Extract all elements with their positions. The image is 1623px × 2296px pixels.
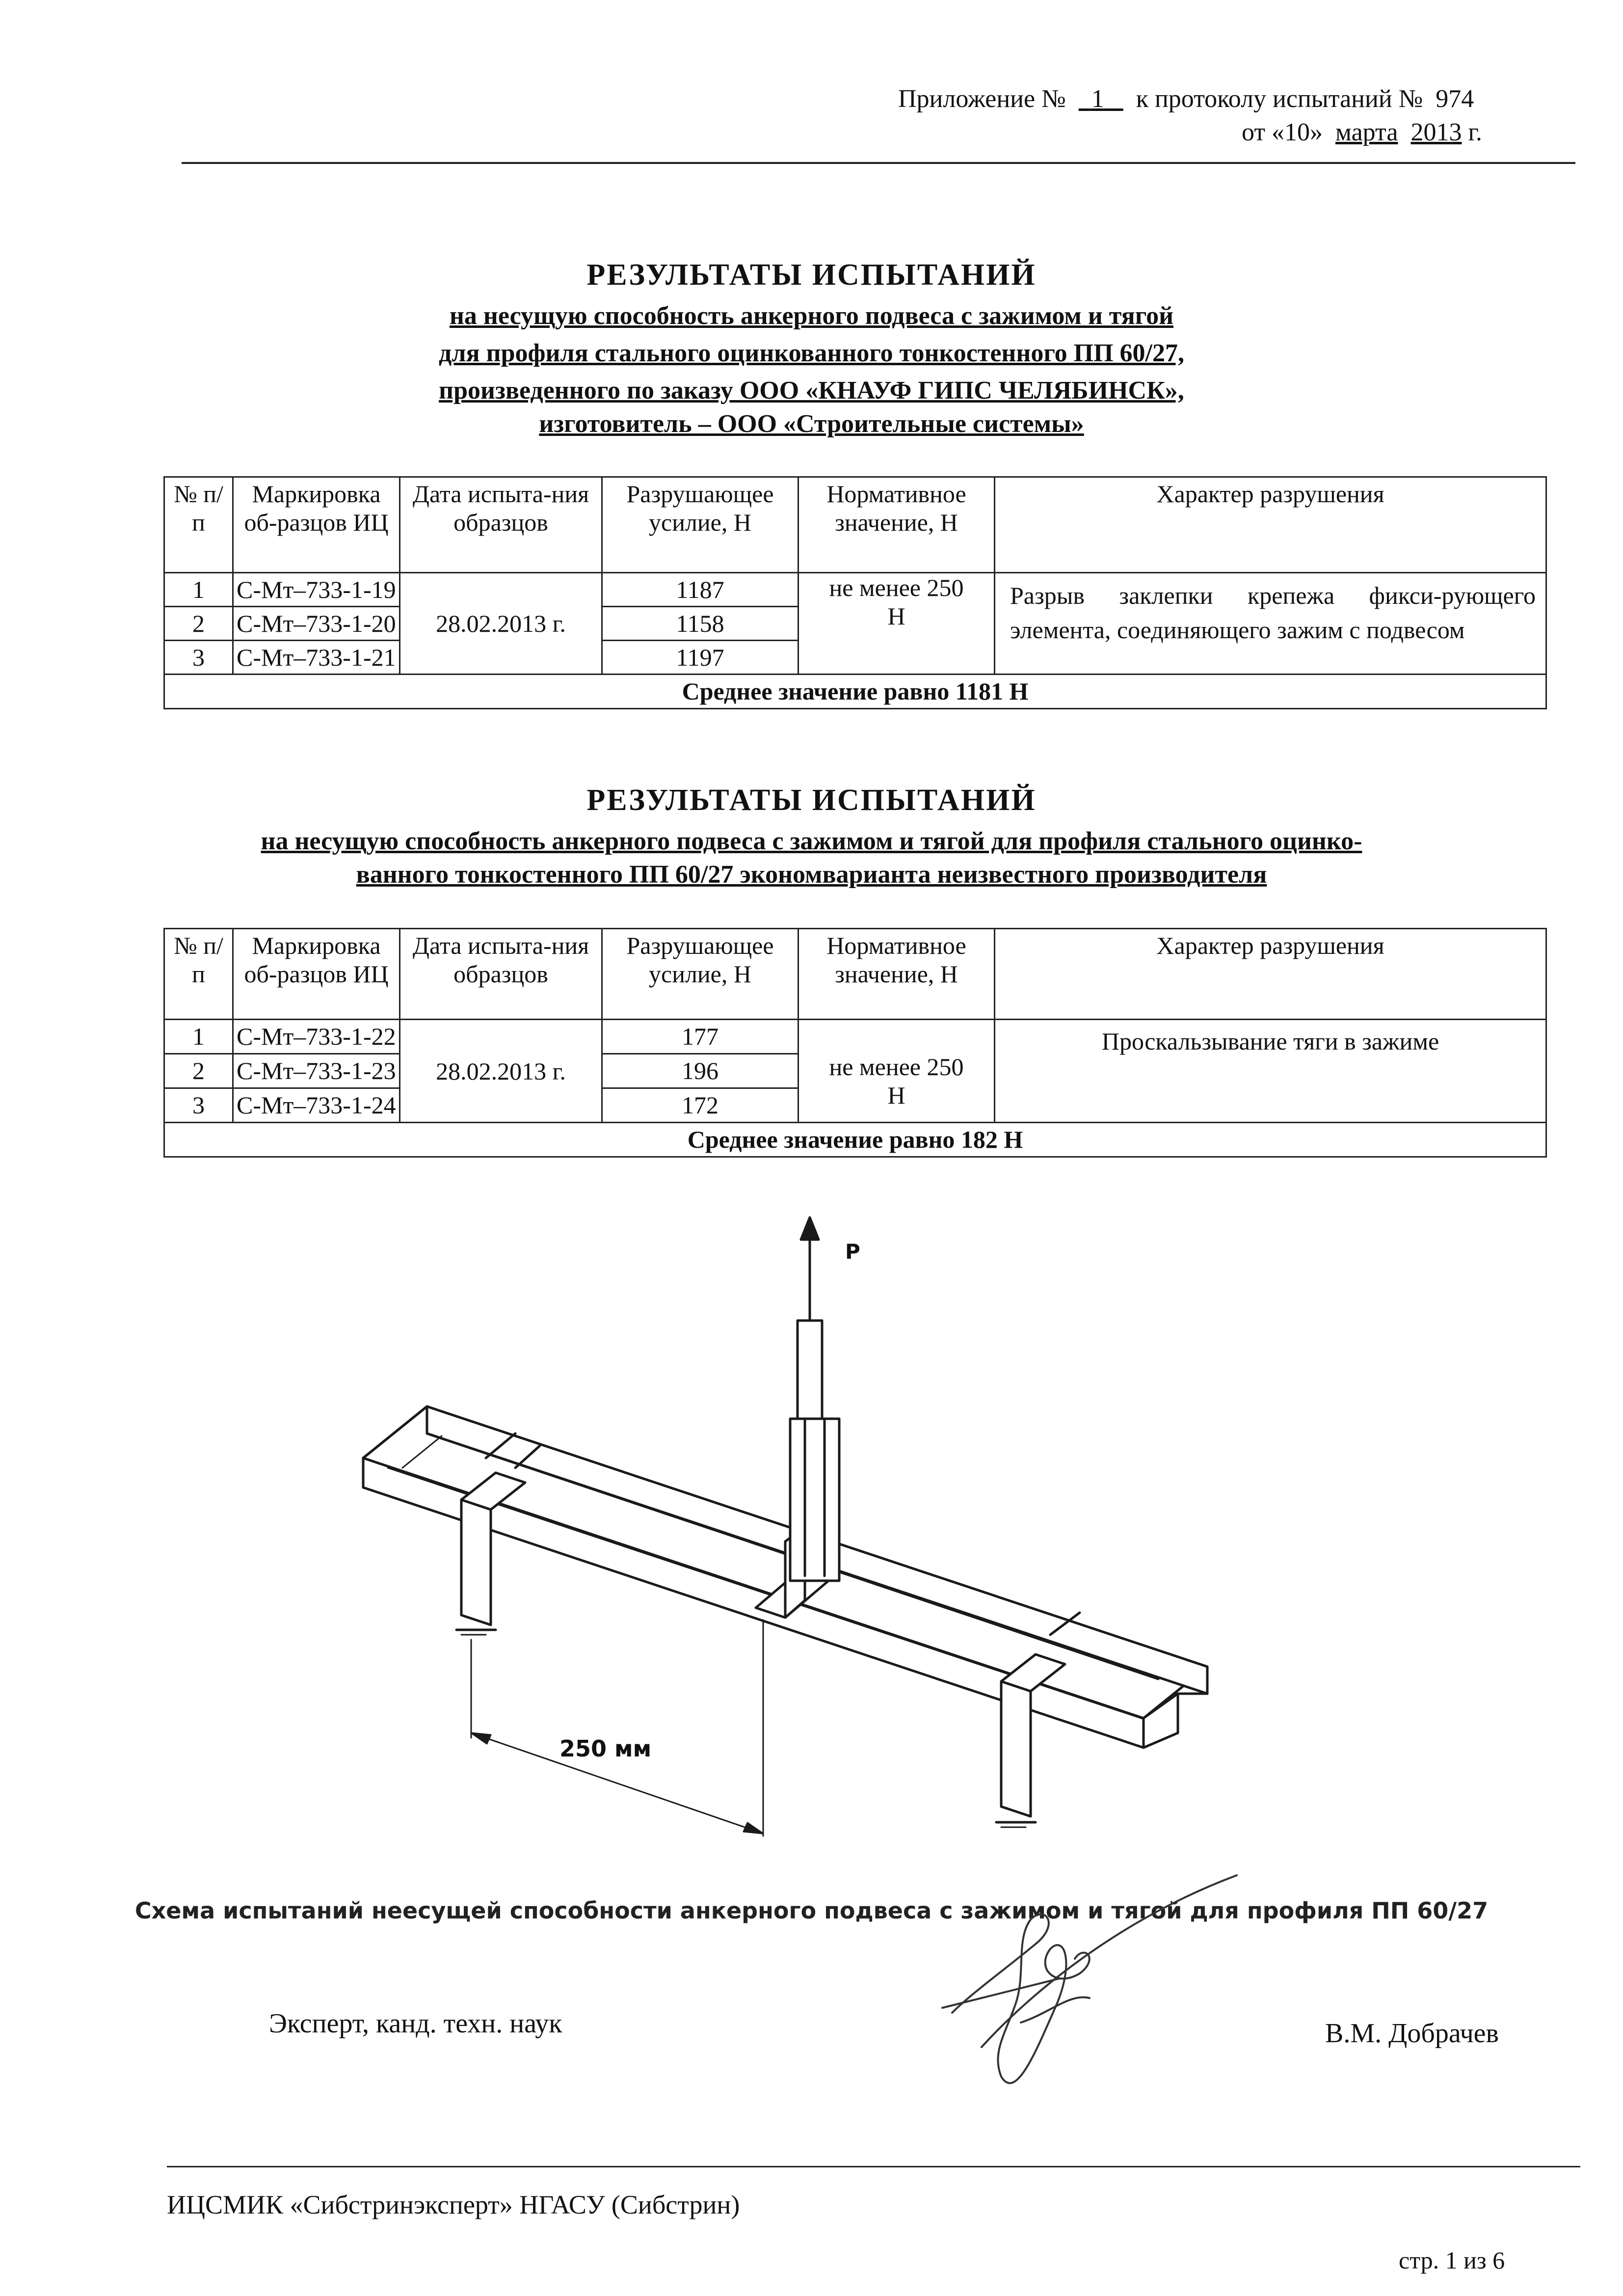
table-row [164,1020,1546,1054]
row-number: 2 [164,1054,233,1088]
row-marking: С-Мт–733-1-20 [233,607,400,641]
row-marking: С-Мт–733-1-21 [233,641,400,675]
expert-name: В.М. Добрачев [1325,2018,1499,2049]
protocol-text: к протоколу испытаний № [1136,85,1423,113]
test-date: 28.02.2013 г. [400,573,602,675]
protocol-number: 974 [1436,85,1474,113]
row-force: 1187 [602,573,798,607]
block1-title: РЕЗУЛЬТАТЫ ИСПЫТАНИЙ [586,258,1037,292]
appendix-line [898,82,1474,116]
row-force: 196 [602,1054,798,1088]
date-suffix: г. [1468,118,1482,146]
block1-subtitle-2: для профиля стального оцинкованного тонкостенного ПП 60/27, [439,339,1184,367]
handwritten-signature [932,1846,1276,2121]
header-rule [182,162,1575,164]
expert-role: Эксперт, канд. техн. наук [269,2008,562,2039]
appendix-prefix: Приложение № [898,85,1066,113]
appendix-number: 1 [1091,85,1104,113]
block1-subtitle-4: изготовитель – ООО «Строительные системы» [539,410,1084,438]
date-line [1242,116,1482,149]
normative-value: не менее 250 Н [798,1020,995,1123]
dimension-line [471,1620,763,1836]
row-marking: С-Мт–733-1-22 [233,1020,400,1054]
row-number: 3 [164,1088,233,1123]
load-label: P [845,1240,860,1264]
test-scheme-diagram [0,1203,1623,1890]
header-breaking-force: Разрушающее усилие, Н [602,929,798,1020]
header-marking: Маркировка об-разцов ИЦ [233,929,400,1020]
footer-rule [167,2166,1580,2167]
organization: ИЦСМИК «Сибстринэксперт» НГАСУ (Сибстрин) [167,2190,740,2219]
header-test-date: Дата испыта-ния образцов [400,929,602,1020]
header-failure-character: Характер разрушения [995,929,1546,1020]
failure-character: Проскальзывание тяги в зажиме [995,1020,1546,1123]
date-month: марта [1335,118,1398,146]
header-number: № п/п [164,477,233,573]
date-prefix: от «10» [1242,118,1323,146]
header-failure-character: Характер разрушения [995,477,1546,573]
failure-character: Разрыв заклепки крепежа фикси-рующего элемента, соединяющего зажим с подвесом [995,573,1546,675]
header-marking: Маркировка об-разцов ИЦ [233,477,400,573]
block1-subtitle-1: на несущую способность анкерного подвеса с зажимом и тягой [449,302,1174,330]
row-force: 1197 [602,641,798,675]
dimension-label: 250 мм [559,1735,652,1762]
page-number: стр. 1 из 6 [1399,2246,1505,2274]
row-force: 1158 [602,607,798,641]
row-number: 3 [164,641,233,675]
block2-subtitle-2: ванного тонкостенного ПП 60/27 экономварианта неизвестного производителя [356,861,1267,889]
block2-subtitle-1: на несущую способность анкерного подвеса с зажимом и тягой для профиля стального оцинко- [261,827,1362,855]
row-number: 2 [164,607,233,641]
header-number: № п/п [164,929,233,1020]
block2-title: РЕЗУЛЬТАТЫ ИСПЫТАНИЙ [586,783,1037,817]
header-normative-value: Нормативное значение, Н [798,477,995,573]
mean-value: Среднее значение равно 1181 Н [164,675,1546,709]
date-year: 2013 [1410,118,1462,146]
row-force: 177 [602,1020,798,1054]
row-marking: С-Мт–733-1-23 [233,1054,400,1088]
load-arrow [801,1217,819,1321]
results-table-2 [163,928,1547,1158]
row-number: 1 [164,573,233,607]
mean-value: Среднее значение равно 182 Н [164,1123,1546,1157]
row-force: 172 [602,1088,798,1123]
header-breaking-force: Разрушающее усилие, Н [602,477,798,573]
normative-value: не менее 250 Н [798,573,995,675]
header-normative-value: Нормативное значение, Н [798,929,995,1020]
results-table-1 [163,476,1547,709]
header-test-date: Дата испыта-ния образцов [400,477,602,573]
test-date: 28.02.2013 г. [400,1020,602,1123]
row-marking: С-Мт–733-1-24 [233,1088,400,1123]
block1-subtitle-3: произведенного по заказу ООО «КНАУФ ГИПС ЧЕЛЯБИНСК», [439,377,1184,405]
table-row [164,573,1546,607]
diagram-caption: Схема испытаний неесущей способности анкерного подвеса с зажимом и тягой для профиля ПП 60/27 [134,1897,1489,1924]
row-marking: С-Мт–733-1-19 [233,573,400,607]
row-number: 1 [164,1020,233,1054]
